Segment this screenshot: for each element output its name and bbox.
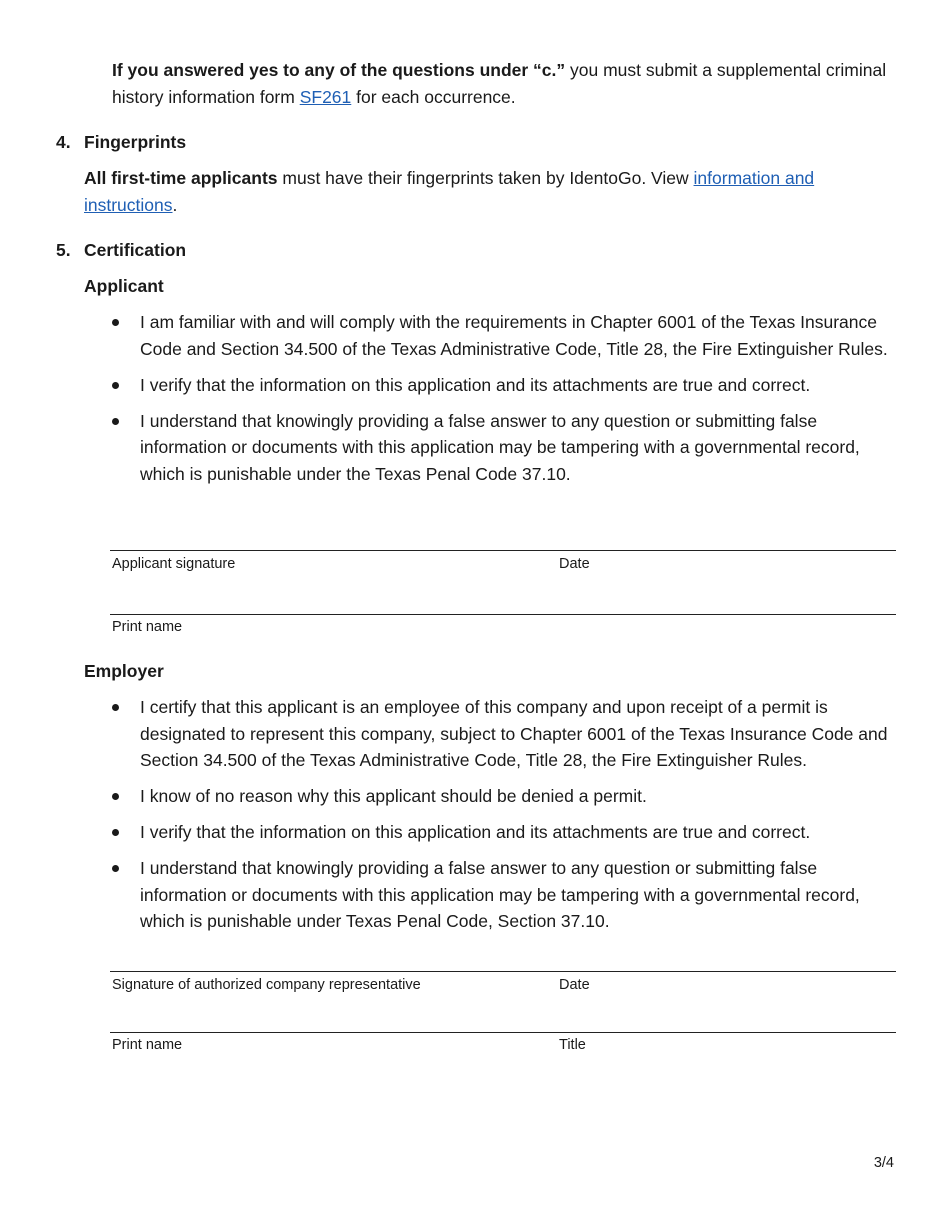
- bullet-icon: [112, 793, 119, 800]
- company-representative-signature-line[interactable]: [110, 971, 896, 972]
- list-item-text: I certify that this applicant is an employee of this company and upon receipt of a permit is designated to represent this company, subject to Chapter 6001 of the Texas Insurance Code and Section 34.500 of the Texas Administrative Code, Title 28, the Fire Extinguisher Rules.: [140, 697, 888, 770]
- fingerprints-text-before-link: must have their fingerprints taken by IdentoGo. View: [277, 168, 694, 188]
- list-item: [112, 783, 902, 810]
- list-item-text: I understand that knowingly providing a false answer to any question or submitting false information or documents with this application may be tampering with a governmental record, which is punishable under the Texas Penal Code 37.10.: [140, 410, 860, 484]
- list-item: [112, 855, 902, 935]
- criminal-history-bold-lead: If you answered yes to any of the questions under “c.”: [112, 60, 566, 80]
- list-item: [112, 372, 902, 399]
- bullet-icon: [112, 865, 119, 872]
- list-item-text: I verify that the information on this application and its attachments are true and correct.: [140, 374, 811, 395]
- list-item: [112, 408, 902, 488]
- employer-print-name-label: Print name: [112, 1037, 183, 1053]
- criminal-history-text-before-link: you must submit a supplemental criminal history information form: [112, 60, 887, 107]
- criminal-history-text-after-link: for each occurrence.: [351, 86, 516, 107]
- bullet-icon: [112, 704, 119, 711]
- fingerprints-paragraph: [84, 165, 884, 218]
- applicant-date-label: Date: [559, 556, 590, 572]
- list-item-text: I verify that the information on this application and its attachments are true and correct.: [140, 822, 811, 842]
- section-5-title: Certification: [84, 240, 187, 260]
- bullet-icon: [112, 319, 119, 326]
- bullet-icon: [112, 382, 119, 389]
- applicant-print-name-label: Print name: [112, 619, 183, 635]
- employer-certification-list: [112, 694, 902, 944]
- list-item: [112, 819, 902, 846]
- bullet-icon: [112, 418, 119, 425]
- list-item-text: I know of no reason why this applicant should be denied a permit.: [140, 786, 647, 806]
- applicant-signature-label: Applicant signature: [112, 556, 236, 572]
- bullet-icon: [112, 829, 119, 836]
- applicant-certification-list: [112, 309, 902, 497]
- information-and-instructions-link[interactable]: information and instructions: [84, 168, 815, 215]
- list-item: [112, 309, 902, 362]
- section-5-number: 5.: [56, 240, 71, 260]
- employer-title-label: Title: [559, 1037, 586, 1053]
- company-representative-signature-label: Signature of authorized company representative: [112, 977, 421, 993]
- applicant-print-name-line[interactable]: [110, 614, 896, 615]
- applicant-signature-line[interactable]: [110, 550, 896, 551]
- fingerprints-text-after-link: .: [172, 194, 178, 215]
- employer-date-label: Date: [559, 977, 590, 993]
- page-number: 3/4: [873, 1155, 894, 1171]
- section-4-number: 4.: [56, 132, 71, 152]
- list-item-text: I understand that knowingly providing a false answer to any question or submitting false information or documents with this application may be tampering with a governmental record, which is punishable under Texas Penal Code, Section 37.10.: [140, 858, 860, 931]
- fingerprints-bold-lead: All first-time applicants: [84, 168, 278, 188]
- section-4-title: Fingerprints: [84, 132, 187, 152]
- employer-print-name-line[interactable]: [110, 1032, 896, 1033]
- list-item-text: I am familiar with and will comply with the requirements in Chapter 6001 of the Texas Insurance Code and Section 34.500 of the Texas Administrative Code, Title 28, the Fire Extinguisher Rules.: [140, 312, 888, 359]
- sf261-link[interactable]: SF261: [299, 86, 352, 107]
- list-item: [112, 694, 902, 774]
- employer-heading: Employer: [84, 661, 164, 681]
- criminal-history-paragraph: [112, 57, 902, 110]
- applicant-heading: Applicant: [84, 276, 164, 296]
